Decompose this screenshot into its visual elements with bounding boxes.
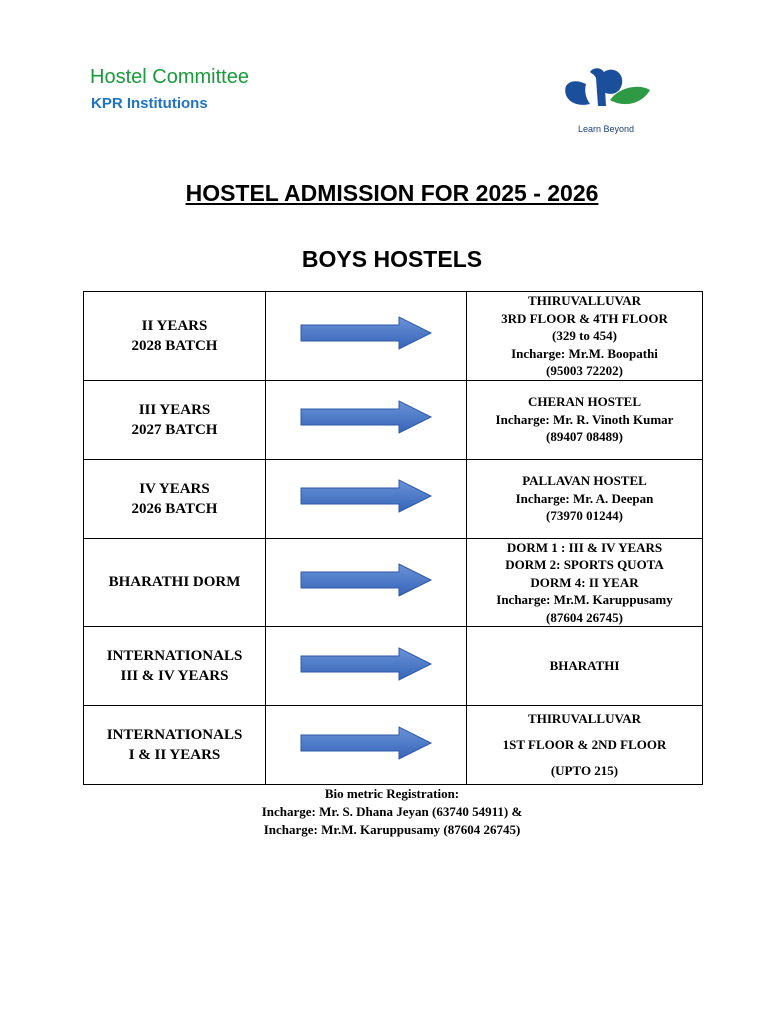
batch-cell (84, 706, 266, 785)
biometric-incharge-2: Incharge: Mr.M. Karuppusamy (87604 26745) (263, 822, 521, 837)
committee-heading: Hostel Committee (90, 66, 249, 88)
batch-line: 2027 BATCH (131, 421, 218, 438)
batch-line: II YEARS (141, 317, 208, 334)
biometric-incharge-1: Incharge: Mr. S. Dhana Jeyan (63740 54911) & (261, 804, 523, 819)
hostel-line: 1ST FLOOR & 2ND FLOOR (502, 737, 667, 752)
table-row (84, 538, 703, 627)
hostel-cell (467, 538, 703, 627)
right-arrow-icon (299, 400, 433, 434)
batch-cell (84, 380, 266, 459)
logo-tagline: Learn Beyond (577, 124, 635, 134)
hostel-line: 3RD FLOOR & 4TH FLOOR (501, 310, 668, 326)
section-title: BOYS HOSTELS (301, 246, 483, 272)
hostel-line: DORM 1 : III & IV YEARS (506, 539, 663, 555)
arrow-cell (266, 459, 467, 538)
arrow-cell (266, 538, 467, 627)
arrow-cell (266, 380, 467, 459)
hostel-line: (95003 72202) (546, 363, 623, 378)
hostel-line: (329 to 454) (552, 328, 617, 343)
batch-line: IV YEARS (139, 480, 210, 497)
batch-line: I & II YEARS (128, 747, 221, 763)
hostel-cell (467, 292, 703, 381)
biometric-heading: Bio metric Registration: (324, 786, 460, 801)
batch-line: III & IV YEARS (120, 668, 229, 684)
hostel-line: THIRUVALLUVAR (528, 293, 641, 308)
right-arrow-icon (299, 563, 433, 597)
hostel-line: DORM 2: SPORTS QUOTA (505, 557, 664, 572)
hostel-line: (73970 01244) (546, 508, 623, 524)
hostel-line: THIRUVALLUVAR (528, 711, 641, 726)
kpr-logo (560, 64, 660, 138)
batch-cell (84, 459, 266, 538)
batch-cell (84, 627, 266, 706)
batch-line: III YEARS (138, 401, 211, 418)
institution-name: KPR Institutions (91, 95, 208, 112)
table-row (84, 380, 703, 459)
hostel-line: (UPTO 215) (550, 763, 619, 778)
hostel-line: Incharge: Mr.M. Karuppusamy (496, 592, 673, 607)
batch-cell (84, 292, 266, 381)
hostel-line: (87604 26745) (546, 609, 623, 625)
table-row (84, 459, 703, 538)
hostel-line: BHARATHI (549, 658, 620, 674)
table-row (84, 706, 703, 785)
table-row (84, 292, 703, 381)
hostel-line: DORM 4: II YEAR (530, 574, 639, 590)
hostel-line: Incharge: Mr.M. Boopathi (511, 345, 658, 361)
arrow-cell (266, 706, 467, 785)
hostel-line: Incharge: Mr. A. Deepan (515, 490, 654, 506)
right-arrow-icon (299, 479, 433, 513)
batch-line: INTERNATIONALS (106, 727, 243, 743)
batch-line: BHARATHI DORM (108, 574, 241, 591)
batch-line: INTERNATIONALS (106, 648, 243, 664)
arrow-cell (266, 292, 467, 381)
hostel-line: CHERAN HOSTEL (527, 394, 642, 410)
right-arrow-icon (299, 647, 433, 681)
hostel-line: Incharge: Mr. R. Vinoth Kumar (495, 411, 674, 427)
batch-line: 2028 BATCH (131, 337, 218, 354)
hostel-allocation-table (83, 291, 703, 785)
page-title: HOSTEL ADMISSION FOR 2025 - 2026 (185, 180, 599, 206)
batch-line: 2026 BATCH (131, 500, 218, 517)
table-row (84, 627, 703, 706)
kpr-logo-mark (560, 64, 652, 122)
hostel-cell (467, 627, 703, 706)
hostel-cell (467, 706, 703, 785)
hostel-line: PALLAVAN HOSTEL (522, 473, 647, 489)
hostel-cell (467, 380, 703, 459)
batch-cell (84, 538, 266, 627)
right-arrow-icon (299, 726, 433, 760)
biometric-registration (0, 785, 768, 839)
hostel-line: (89407 08489) (546, 429, 623, 445)
right-arrow-icon (299, 316, 433, 350)
hostel-cell (467, 459, 703, 538)
arrow-cell (266, 627, 467, 706)
